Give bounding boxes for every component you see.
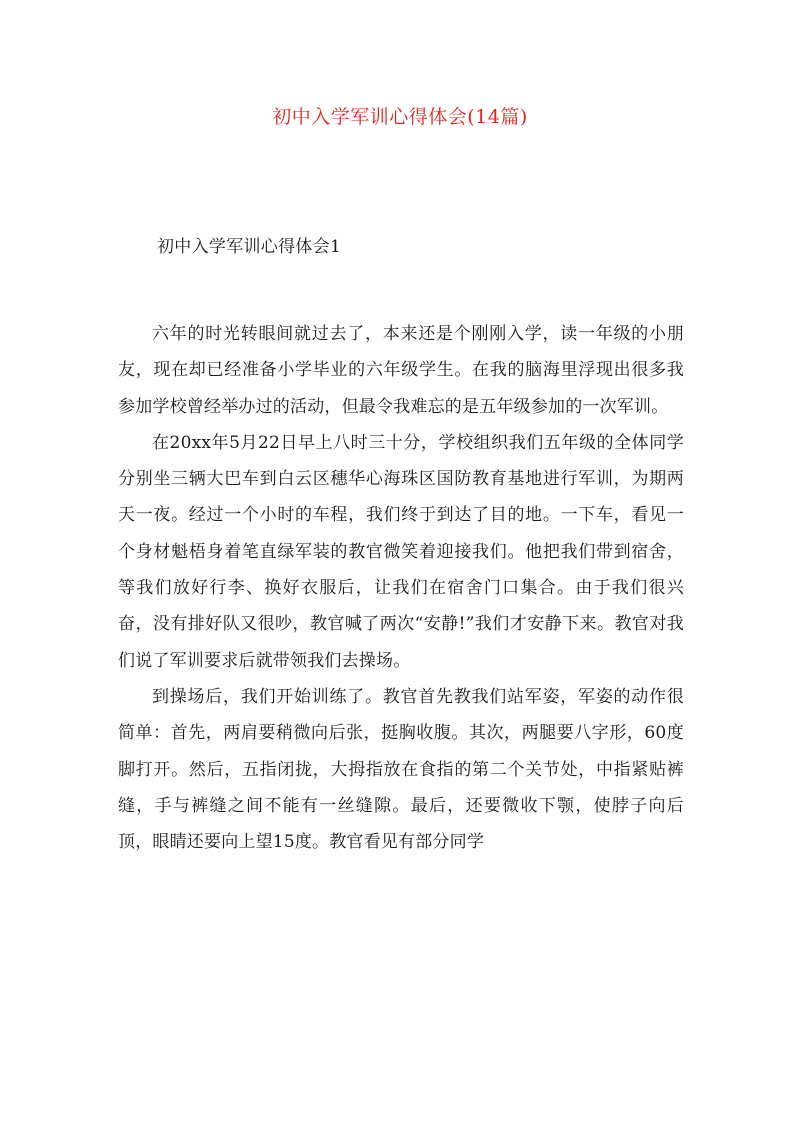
paragraph-2: 在20xx年5月22日早上八时三十分，学校组织我们五年级的全体同学分别坐三辆大巴车到白云区穗华心海珠区国防教育基地进行军训，为期两天一夜。经过一个小时的车程，我们终于到达了目的地。一下车，看见一个身材魁梧身着笔直绿军装的教官微笑着迎接我们。他把我们带到宿舍，等我们放好行李、换好衣服后，让我们在宿舍门口集合。由于我们很兴奋，没有排好队又很吵，教官喊了两次“安静!”我们才安静下来。教官对我们说了军训要求后就带领我们去操场。	[118, 432, 684, 671]
document-body	[118, 316, 684, 860]
document-title: 初中入学军训心得体会(14篇)	[272, 106, 528, 128]
paragraph-3: 到操场后，我们开始训练了。教官首先教我们站军姿，军姿的动作很简单：首先，两肩要稍微向后张，挺胸收腹。其次，两腿要八字形，60度脚打开。然后，五指闭拢，大拇指放在食指的第二个关节处，中指紧贴裤缝，手与裤缝之间不能有一丝缝隙。最后，还要微收下颚，使脖子向后顶，眼睛还要向上望15度。教官看见有部分同学	[118, 686, 684, 853]
paragraph-1: 六年的时光转眼间就过去了，本来还是个刚刚入学，读一年级的小朋友，现在却已经准备小学毕业的六年级学生。在我的脑海里浮现出很多我参加学校曾经举办过的活动，但最令我难忘的是五年级参加的一次军训。	[118, 324, 684, 417]
section-heading: 初中入学军训心得体会1	[157, 237, 342, 257]
